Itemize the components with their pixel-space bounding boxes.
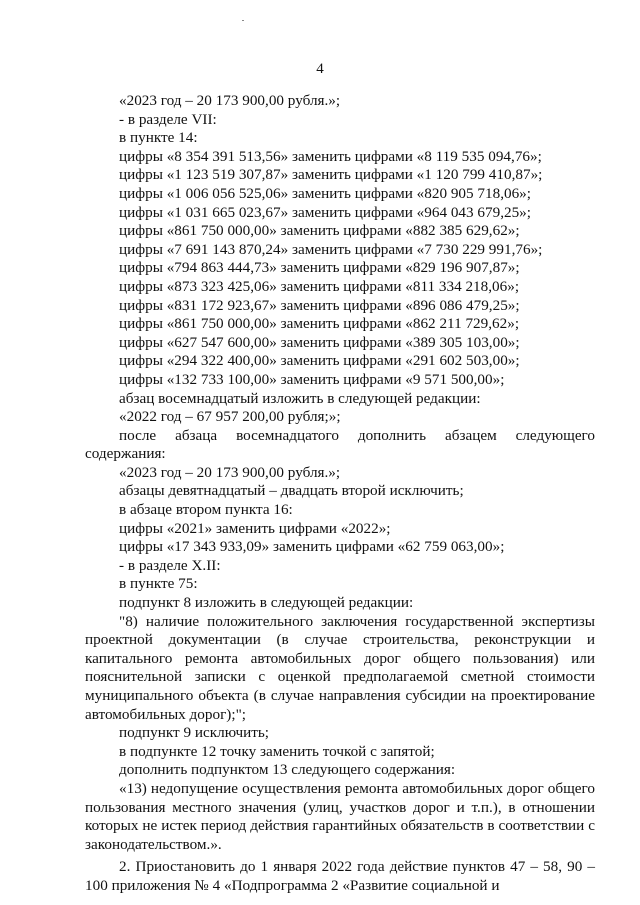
text-line: цифры «132 733 100,00» заменить цифрами «9 571 500,00»;: [119, 370, 505, 388]
text-line: в подпункте 12 точку заменить точкой с запятой;: [119, 742, 435, 760]
numbered-paragraph: 2. Приостановить до 1 января 2022 года действие пунктов 47 – 58, 90 – 100 приложения № 4 «Подпрограмма 2 «Развитие социальной и: [85, 858, 595, 894]
text-line: подпункт 8 изложить в следующей редакции:: [119, 594, 414, 612]
text-line: абзац восемнадцатый изложить в следующей редакции:: [119, 389, 481, 407]
text-line: цифры «1 031 665 023,67» заменить цифрами «964 043 679,25»;: [119, 203, 531, 221]
text-line: - в разделе X.II:: [119, 556, 221, 574]
text-line: цифры «794 863 444,73» заменить цифрами «829 196 907,87»;: [119, 259, 520, 277]
text-line: цифры «627 547 600,00» заменить цифрами «389 305 103,00»;: [119, 333, 520, 351]
text-line: - в разделе VII:: [119, 110, 217, 128]
text-line: цифры «2021» заменить цифрами «2022»;: [119, 519, 391, 537]
text-line: цифры «17 343 933,09» заменить цифрами «62 759 063,00»;: [119, 538, 505, 556]
text-line: цифры «861 750 000,00» заменить цифрами «882 385 629,62»;: [119, 222, 520, 240]
document-body: [85, 92, 595, 896]
text-line: цифры «1 123 519 307,87» заменить цифрами «1 120 799 410,87»;: [119, 166, 543, 184]
text-line: цифры «7 691 143 870,24» заменить цифрами «7 730 229 991,76»;: [119, 240, 543, 258]
text-line: в пункте 75:: [119, 575, 198, 593]
text-line: «2023 год – 20 173 900,00 рубля.»;: [119, 463, 341, 481]
text-line: цифры «861 750 000,00» заменить цифрами «862 211 729,62»;: [119, 315, 520, 333]
page-number: 4: [316, 61, 324, 77]
text-line: дополнить подпунктом 13 следующего содержания:: [119, 761, 456, 779]
text-line: «2023 год – 20 173 900,00 рубля.»;: [119, 92, 341, 109]
text-line: цифры «8 354 391 513,56» заменить цифрами «8 119 535 094,76»;: [119, 147, 542, 165]
text-line: цифры «873 323 425,06» заменить цифрами «811 334 218,06»;: [119, 277, 520, 295]
text-line: цифры «1 006 056 525,06» заменить цифрами «820 905 718,06»;: [119, 184, 531, 202]
text-line: цифры «831 172 923,67» заменить цифрами «896 086 479,25»;: [119, 296, 520, 314]
text-paragraph: после абзаца восемнадцатого дополнить абзацем следующего содержания:: [85, 426, 595, 463]
scan-speck: [242, 20, 244, 21]
text-line: в пункте 14:: [119, 129, 198, 147]
text-line: «2022 год – 67 957 200,00 рубля;»;: [119, 408, 341, 426]
text-line: подпункт 9 исключить;: [119, 724, 270, 742]
text-line: в абзаце втором пункта 16:: [119, 501, 293, 519]
quoted-subparagraph: «13) недопущение осуществления ремонта автомобильных дорог общего пользования местного значения (улиц, участков дорог и т.п.), в отношении которых не истек период действия гарантийных обязательств в соответствии с законодательством.».: [85, 779, 595, 853]
text-line: цифры «294 322 400,00» заменить цифрами «291 602 503,00»;: [119, 352, 520, 370]
text-line: абзацы девятнадцатый – двадцать второй исключить;: [119, 482, 464, 500]
quoted-subparagraph: "8) наличие положительного заключения государственной экспертизы проектной документации (в случае строительства, реконструкции и капитального ремонта автомобильных дорог общего пользования) или пояснительной записки с оценкой предполагаемой сметной стоимости муниципального объекта (в случае направления субсидии на проектирование автомобильных дорог);";: [85, 612, 595, 723]
